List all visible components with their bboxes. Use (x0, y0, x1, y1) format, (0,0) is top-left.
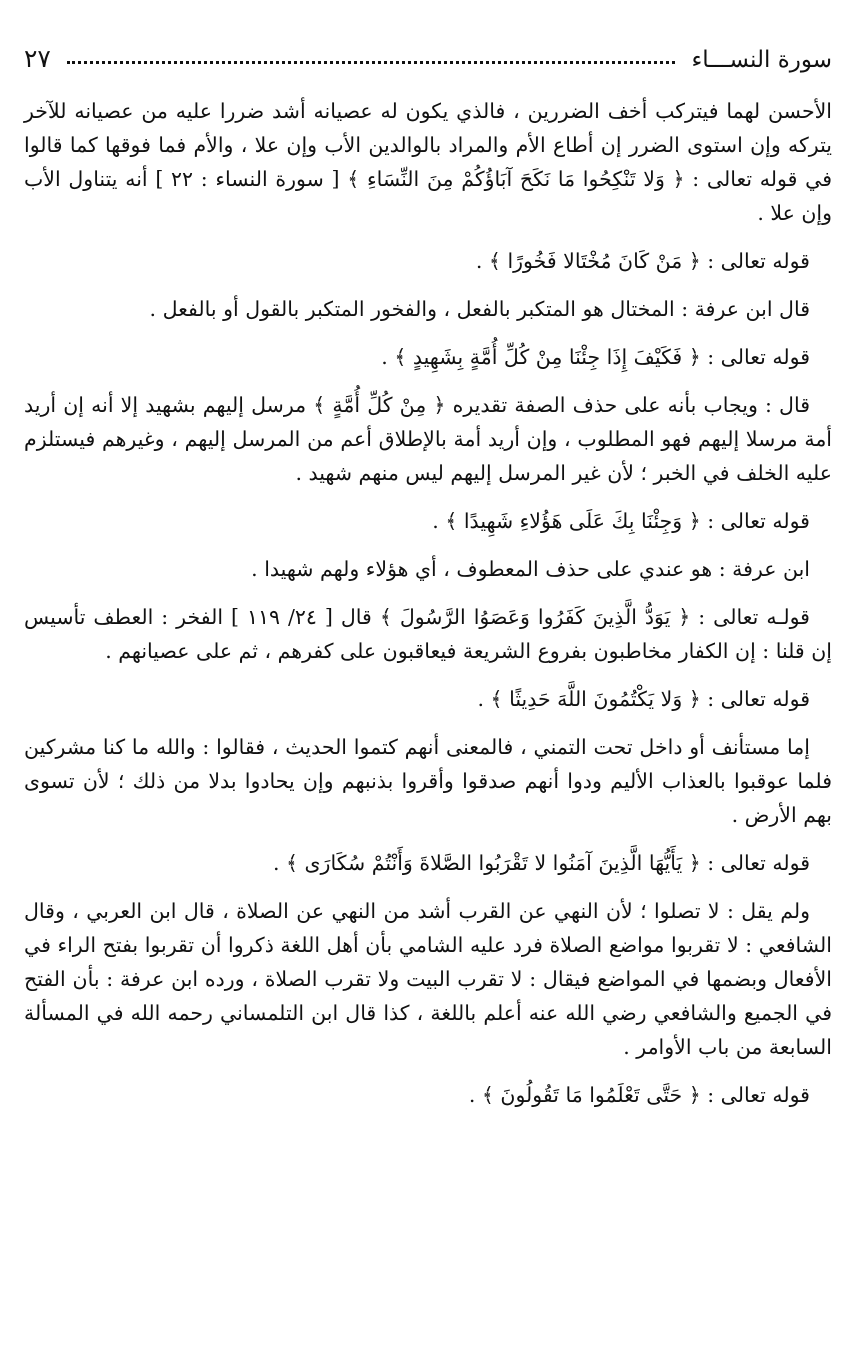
verse-heading: قوله تعالى : ﴿ وَلا يَكْتُمُونَ اللَّهَ حَدِيثًا ﴾ . (477, 687, 810, 711)
commentary-paragraph: قال : ويجاب بأنه على حذف الصفة تقديره ﴿ مِنْ كُلِّ أُمَّةٍ ﴾ مرسل إليهم بشهيد إلا أنه إن أريد أمة مرسلا إليهم فهو المطلوب ، وإن أريد أمة بالإطلاق أعم من المرسل إليهم ، وغيرهم فيستلزم عليه الخلف في الخبر ؛ لأن غير المرسل إليهم ليس منهم شهيد . (24, 393, 832, 485)
commentary-paragraph: قال ابن عرفة : المختال هو المتكبر بالفعل ، والفخور المتكبر بالقول أو بالفعل . (149, 297, 810, 321)
page-number: ٢٧ (24, 44, 51, 73)
page-header (24, 44, 832, 88)
verse-heading: قوله تعالى : ﴿ وَجِئْنَا بِكَ عَلَى هَؤُلاءِ شَهِيدًا ﴾ . (432, 509, 810, 533)
verse-heading: قوله تعالى : ﴿ فَكَيْفَ إِذَا جِئْنَا مِنْ كُلِّ أُمَّةٍ بِشَهِيدٍ ﴾ . (381, 345, 810, 369)
header-dotted-leader (67, 61, 676, 64)
paragraph-continuation: الأحسن لهما فيتركب أخف الضررين ، فالذي يكون له عصيانه أشد ضررا عليه من عصيانه للآخر يتركه وإن استوى الضرر إن أطاع الأم والمراد بالوالدين الأب وإن علا ، والأم فما فوقها كما قالوا في قوله تعالى : ﴿ وَلا تَنْكِحُوا مَا نَكَحَ آبَاؤُكُمْ مِنَ النِّسَاءِ ﴾ [ سورة النساء : ٢٢ ] أنه يتناول الأب وإن علا . (24, 99, 832, 225)
surah-title: سورة النســـاء (691, 47, 832, 73)
commentary-paragraph: إما مستأنف أو داخل تحت التمني ، فالمعنى أنهم كتموا الحديث ، فقالوا : والله ما كنا مشركين فلما عوقبوا بالعذاب الأليم ودوا أنهم صدقوا وأقروا بذنبهم وإن يحادوا بدلا من ذلك ؛ لأن تسوى بهم الأرض . (24, 735, 832, 827)
commentary-paragraph: ولم يقل : لا تصلوا ؛ لأن النهي عن القرب أشد من النهي عن الصلاة ، قال ابن العربي ، وقال الشافعي : لا تقربوا مواضع الصلاة فرد عليه الشامي بأن أهل اللغة ذكروا أن تقربوا بفتح الراء في الأفعال وبضمها في المواضع فيقال : لا تقرب البيت ولا تقرب الصلاة ، ورده ابن عرفة : بأن الفتح في الجميع والشافعي رضي الله عنه أعلم باللغة ، كذا قال ابن التلمساني رحمه الله في المسألة السابعة من باب الأوامر . (24, 899, 832, 1059)
verse-heading: قوله تعالى : ﴿ يَأَيُّهَا الَّذِينَ آمَنُوا لا تَقْرَبُوا الصَّلاةَ وَأَنْتُمْ سُكَارَى ﴾ . (272, 851, 810, 875)
book-page (24, 44, 832, 1126)
verse-heading: قولـه تعالى : ﴿ يَوَدُّ الَّذِينَ كَفَرُوا وَعَصَوُا الرَّسُولَ ﴾ قال [ ٢٤/ ١١٩ ] الفخر : العطف تأسيس إن قلنا : إن الكفار مخاطبون بفروع الشريعة فيعاقبون على كفرهم ، ثم على عصيانهم . (24, 605, 832, 663)
verse-heading: قوله تعالى : ﴿ حَتَّى تَعْلَمُوا مَا تَقُولُونَ ﴾ . (468, 1083, 810, 1107)
page-body (24, 94, 832, 1112)
verse-heading: قوله تعالى : ﴿ مَنْ كَانَ مُخْتَالا فَخُورًا ﴾ . (475, 249, 810, 273)
commentary-paragraph: ابن عرفة : هو عندي على حذف المعطوف ، أي هؤلاء ولهم شهيدا . (251, 557, 810, 581)
